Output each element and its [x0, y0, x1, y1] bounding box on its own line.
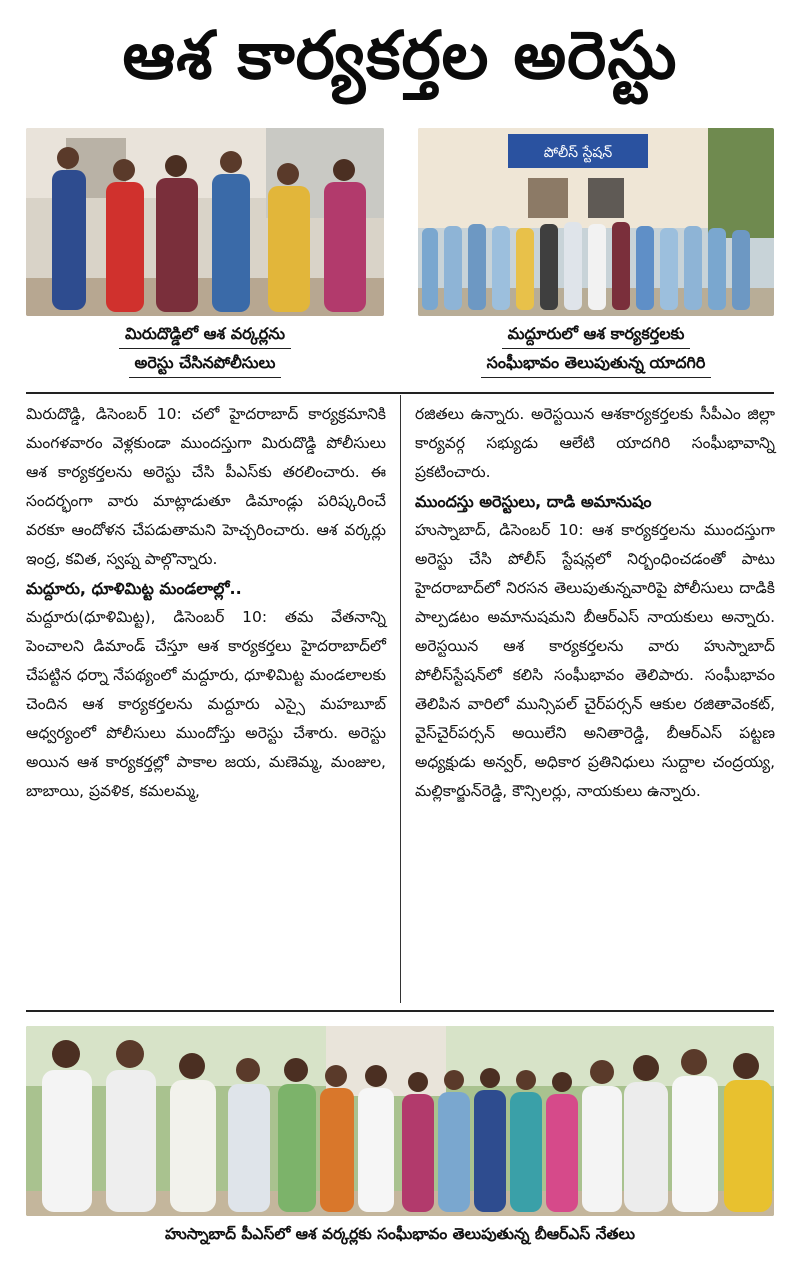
- left-subhead-maddur: మద్దూరు, ధూళిమిట్ట మండలాల్లో..: [26, 579, 242, 598]
- divider-top: [26, 392, 774, 394]
- photo-brs-leaders-husnabad: [26, 1026, 774, 1216]
- headline: ఆశ కార్యకర్తల అరెస్టు: [122, 16, 678, 94]
- right-para-continued: రజితలు ఉన్నారు. అరెస్టయిన ఆశకార్యకర్తలకు సీపీఎం జిల్లా కార్యవర్గ సభ్యుడు ఆలేటి యాదగిరి సంఘీభావాన్ని ప్రకటించారు.: [415, 405, 775, 481]
- caption-left-photo: [26, 320, 384, 378]
- photo-asha-workers-mirudoddi: [26, 128, 384, 316]
- caption-left-line1: మిరుదొడ్డిలో ఆశ వర్కర్లను: [119, 320, 291, 349]
- caption-right-photo: [418, 320, 774, 378]
- divider-bottom: [26, 1010, 774, 1012]
- article-right-column: [415, 400, 775, 806]
- caption-right-line2: సంఘీభావం తెలుపుతున్న యాదగిరి: [481, 349, 712, 378]
- caption-bottom-photo: హుస్నాబాద్‌ పీఎస్‌లో ఆశ వర్కర్లకు సంఘీభావం తెలుపుతున్న బీఆర్‌ఎస్‌ నేతలు: [165, 1225, 635, 1243]
- police-station-sign: పోలీస్ స్టేషన్: [543, 145, 613, 161]
- left-para-mirudoddi: మిరుదొడ్డి, డిసెంబర్‌ 10: చలో హైదరాబాద్‌ కార్యక్రమానికి మంగళవారం వెళ్లకుండా ముందస్తుగా మిరుదొడ్డి పోలీసులు ఆశ కార్యకర్తలను అరెస్టు చేసి పీఎస్‌కు తరలించారు. ఈ సందర్భంగా వారు మాట్లాడుతూ డిమాండ్లు పరిష్కరించే వరకూ ఆందోళన చేపడుతామని హెచ్చరించారు. ఆశ వర్కర్లు ఇంద్ర, కవిత, స్వప్న పాల్గొన్నారు.: [26, 405, 386, 568]
- caption-right-line1: మద్దూరులో ఆశ కార్యకర్తలకు: [502, 320, 691, 349]
- caption-left-line2: అరెస్టు చేసినపోలీసులు: [129, 349, 282, 378]
- column-divider: [400, 395, 401, 1003]
- right-para-husnabad: హుస్నాబాద్‌, డిసెంబర్‌ 10: ఆశ కార్యకర్తలను ముందస్తుగా అరెస్టు చేసి పోలీస్‌ స్టేషన్లలో నిర్బంధించడంతో పాటు హైదరాబాద్‌లో నిరసన తెలుపుతున్నవారిపై పోలీసులు దాడికి పాల్పడటం అమానుషమని బీఆర్‌ఎస్‌ నాయకులు అన్నారు. అరెస్టయిన ఆశ కార్యకర్తలను వారు హుస్నాబాద్‌ పోలీస్‌స్టేషన్‌లో కలిసి సంఘీభావం తెలిపారు. సంఘీభావం తెలిపిన వారిలో మున్సిపల్‌ చైర్‌పర్సన్‌ ఆకుల రజితావెంకట్‌, వైస్‌చైర్‌పర్సన్‌ అయిలేని అనితారెడ్డి, బీఆర్‌ఎస్‌ పట్టణ అధ్యక్షుడు అన్వర్‌, అధికార ప్రతినిధులు సుద్దాల చంద్రయ్య, మల్లికార్జున్‌రెడ్డి, కౌన్సిలర్లు, నాయకులు ఉన్నారు.: [415, 521, 775, 800]
- article-left-column: [26, 400, 386, 806]
- photo-maddur-police-station: [418, 128, 774, 316]
- right-subhead-husnabad: ముందస్తు అరెస్టులు, దాడి అమానుషం: [415, 492, 652, 511]
- left-para-maddur: మద్దూరు(ధూళిమిట్ట), డిసెంబర్‌ 10: తమ వేతనాన్ని పెంచాలని డిమాండ్‌ చేస్తూ ఆశ కార్యకర్తలు హైదరాబాద్‌లో చేపట్టిన ధర్నా నేపథ్యంలో మద్దూరు, ధూళిమిట్ట మండలాలకు చెందిన ఆశ కార్యకర్తలను మద్దూరు ఎస్సై మహబూబ్‌ ఆధ్వర్యంలో పోలీసులు ముందోస్తు అరెస్టు చేశారు. అరెస్టు అయిన ఆశ కార్యకర్తల్లో పాకాల జయ, మణెమ్మ, మంజుల, బాబాయి, ప్రవళిక, కమలమ్మ,: [26, 608, 386, 800]
